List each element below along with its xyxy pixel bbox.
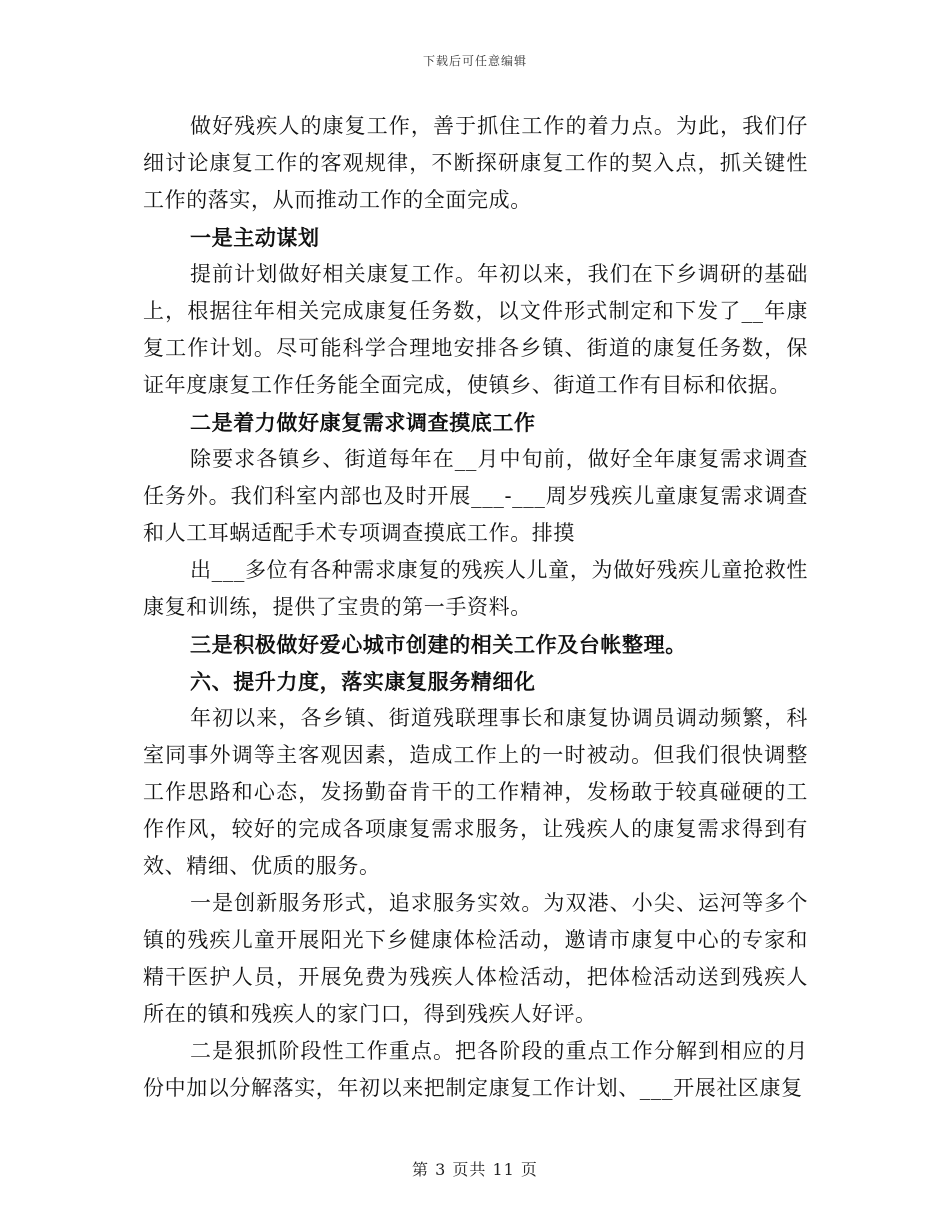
paragraph: 做好残疾人的康复工作，善于抓住工作的着力点。为此，我们仔细讨论康复工作的客观规律，不断探研康复工作的契入点，抓关键性工作的落实，从而推动工作的全面完成。 — [143, 114, 808, 212]
section-heading: 二是着力做好康复需求调查摸底工作 — [190, 410, 536, 435]
paragraph: 一是创新服务形式，追求服务实效。为双港、小尖、运河等多个镇的残疾儿童开展阳光下乡健康体检活动，邀请市康复中心的专家和精干医护人员，开展免费为残疾人体检活动，把体检活动送到残疾人所在的镇和残疾人的家门口，得到残疾人好评。 — [143, 891, 808, 1026]
paragraph: 年初以来，各乡镇、街道残联理事长和康复协调员调动频繁，科室同事外调等主客观因素，造成工作上的一时被动。但我们很快调整工作思路和心态，发扬勤奋肯干的工作精神，发杨敢于较真碰硬的工作作风，较好的完成各项康复需求服务，让残疾人的康复需求得到有效、精细、优质的服务。 — [143, 706, 808, 878]
paragraph: 出___多位有各种需求康复的残疾人儿童，为做好残疾儿童抢救性康复和训练，提供了宝贵的第一手资料。 — [143, 558, 808, 619]
section-heading: 一是主动谋划 — [190, 225, 320, 250]
page-header-note: 下载后可任意编辑 — [422, 54, 527, 68]
paragraph: 提前计划做好相关康复工作。年初以来，我们在下乡调研的基础上，根据往年相关完成康复任务数，以文件形式制定和下发了__年康复工作计划。尽可能科学合理地安排各乡镇、街道的康复任务数，保证年度康复工作任务能全面完成，使镇乡、街道工作有目标和依据。 — [143, 262, 808, 397]
section-heading: 六、提升力度，落实康复服务精细化 — [190, 669, 536, 694]
section-heading: 三是积极做好爱心城市创建的相关工作及台帐整理。 — [190, 632, 687, 657]
document-body — [143, 108, 808, 1107]
paragraph: 二是狠抓阶段性工作重点。把各阶段的重点工作分解到相应的月份中加以分解落实，年初以来把制定康复工作计划、___开展社区康复 — [143, 1039, 808, 1100]
paragraph: 除要求各镇乡、街道每年在__月中旬前，做好全年康复需求调查任务外。我们科室内部也及时开展___-___周岁残疾儿童康复需求调查和人工耳蜗适配手术专项调查摸底工作。排摸 — [143, 447, 808, 545]
page-number-footer: 第 3 页共 11 页 — [412, 1160, 538, 1179]
